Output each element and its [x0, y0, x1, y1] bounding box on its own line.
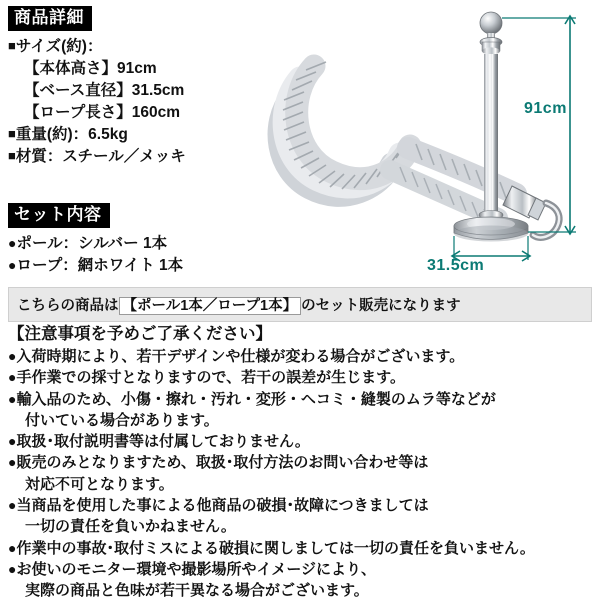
caution-text: 販売のみとなりますため、取扱･取付方法のお問い合わせ等は [16, 454, 429, 472]
caution-item [8, 346, 592, 367]
square-bullet-icon: ■ [8, 125, 16, 141]
circle-bullet-icon: ● [8, 433, 17, 450]
set-sale-note [8, 287, 592, 322]
product-details-heading: 商品詳細 [8, 6, 92, 31]
caution-text: 作業中の事故･取付ミスによる破損に関しましては一切の責任を負いません。 [16, 539, 535, 557]
set-item-text: ポール：シルバー 1本 [16, 234, 168, 252]
caution-list [8, 346, 592, 602]
caution-item [8, 559, 592, 602]
spec-item [8, 102, 298, 124]
caution-text-2: 一切の責任を負いかねません。 [25, 518, 236, 536]
set-item-text: ロープ：網ホワイト 1本 [16, 257, 184, 275]
spec-text: 【本体高さ】91cm [24, 59, 157, 77]
spec-item [8, 58, 298, 80]
circle-bullet-icon: ● [8, 257, 17, 274]
spec-text: 【ベース直径】31.5cm [24, 81, 185, 99]
caution-text: 取扱･取付説明書等は付属しておりません。 [16, 433, 310, 451]
caution-block [8, 320, 592, 602]
circle-bullet-icon: ● [8, 390, 17, 407]
set-contents-heading: セット内容 [8, 203, 110, 228]
note-prefix: こちらの商品は [17, 298, 119, 314]
square-bullet-icon: ■ [8, 147, 16, 163]
base-dimension-label: 31.5cm [427, 257, 485, 274]
spec-item [8, 36, 298, 58]
caution-text: 入荷時期により、若干デザインや仕様が変わる場合がございます。 [16, 348, 465, 365]
caution-item [8, 367, 592, 388]
circle-bullet-icon: ● [8, 369, 17, 386]
spec-text: 材質：スチール／メッキ [15, 147, 186, 165]
note-highlight: 【ポール1本／ロープ1本】 [119, 297, 302, 315]
spec-item [8, 124, 298, 146]
caution-text-2: 実際の商品と色味が若干異なる場合がございます。 [25, 582, 369, 600]
circle-bullet-icon: ● [8, 497, 17, 514]
circle-bullet-icon: ● [8, 539, 17, 556]
set-item [8, 233, 298, 255]
caution-heading: 【注意事項を予めご了承ください】 [8, 325, 272, 343]
spec-item [8, 146, 298, 168]
circle-bullet-icon: ● [8, 454, 17, 471]
caution-item [8, 538, 592, 559]
square-bullet-icon: ■ [8, 37, 16, 53]
product-details-block [8, 6, 298, 168]
note-suffix: のセット販売になります [301, 298, 461, 314]
set-contents-list [8, 233, 298, 278]
height-dimension-label: 91cm [524, 100, 567, 117]
set-contents-block [8, 203, 298, 277]
caution-item [8, 389, 592, 432]
caution-text: 手作業での採寸となりますので、若干の誤差が生じます。 [16, 369, 405, 387]
spec-item [8, 80, 298, 102]
set-item [8, 255, 298, 277]
product-details-list [8, 36, 298, 168]
caution-item [8, 495, 592, 538]
circle-bullet-icon: ● [8, 234, 17, 251]
rope-illustration [279, 62, 559, 237]
caution-text: お使いのモニター環境や撮影場所やイメージにより、 [16, 560, 377, 578]
spec-text: サイズ(約)： [15, 37, 103, 55]
spec-text: 【ロープ長さ】160cm [24, 103, 180, 121]
caution-item [8, 431, 592, 452]
caution-text-2: 対応不可となります。 [25, 475, 174, 493]
circle-bullet-icon: ● [8, 560, 17, 577]
caution-text: 輸入品のため、小傷・擦れ・汚れ・変形・ヘコミ・縫製のムラ等などが [16, 390, 496, 408]
caution-text-2: 付いている場合があります。 [25, 411, 219, 429]
spec-text: 重量(約)：6.5kg [15, 125, 128, 143]
caution-text: 当商品を使用した事による他商品の破損･故障につきましては [16, 497, 429, 515]
caution-item [8, 452, 592, 495]
circle-bullet-icon: ● [8, 348, 17, 364]
